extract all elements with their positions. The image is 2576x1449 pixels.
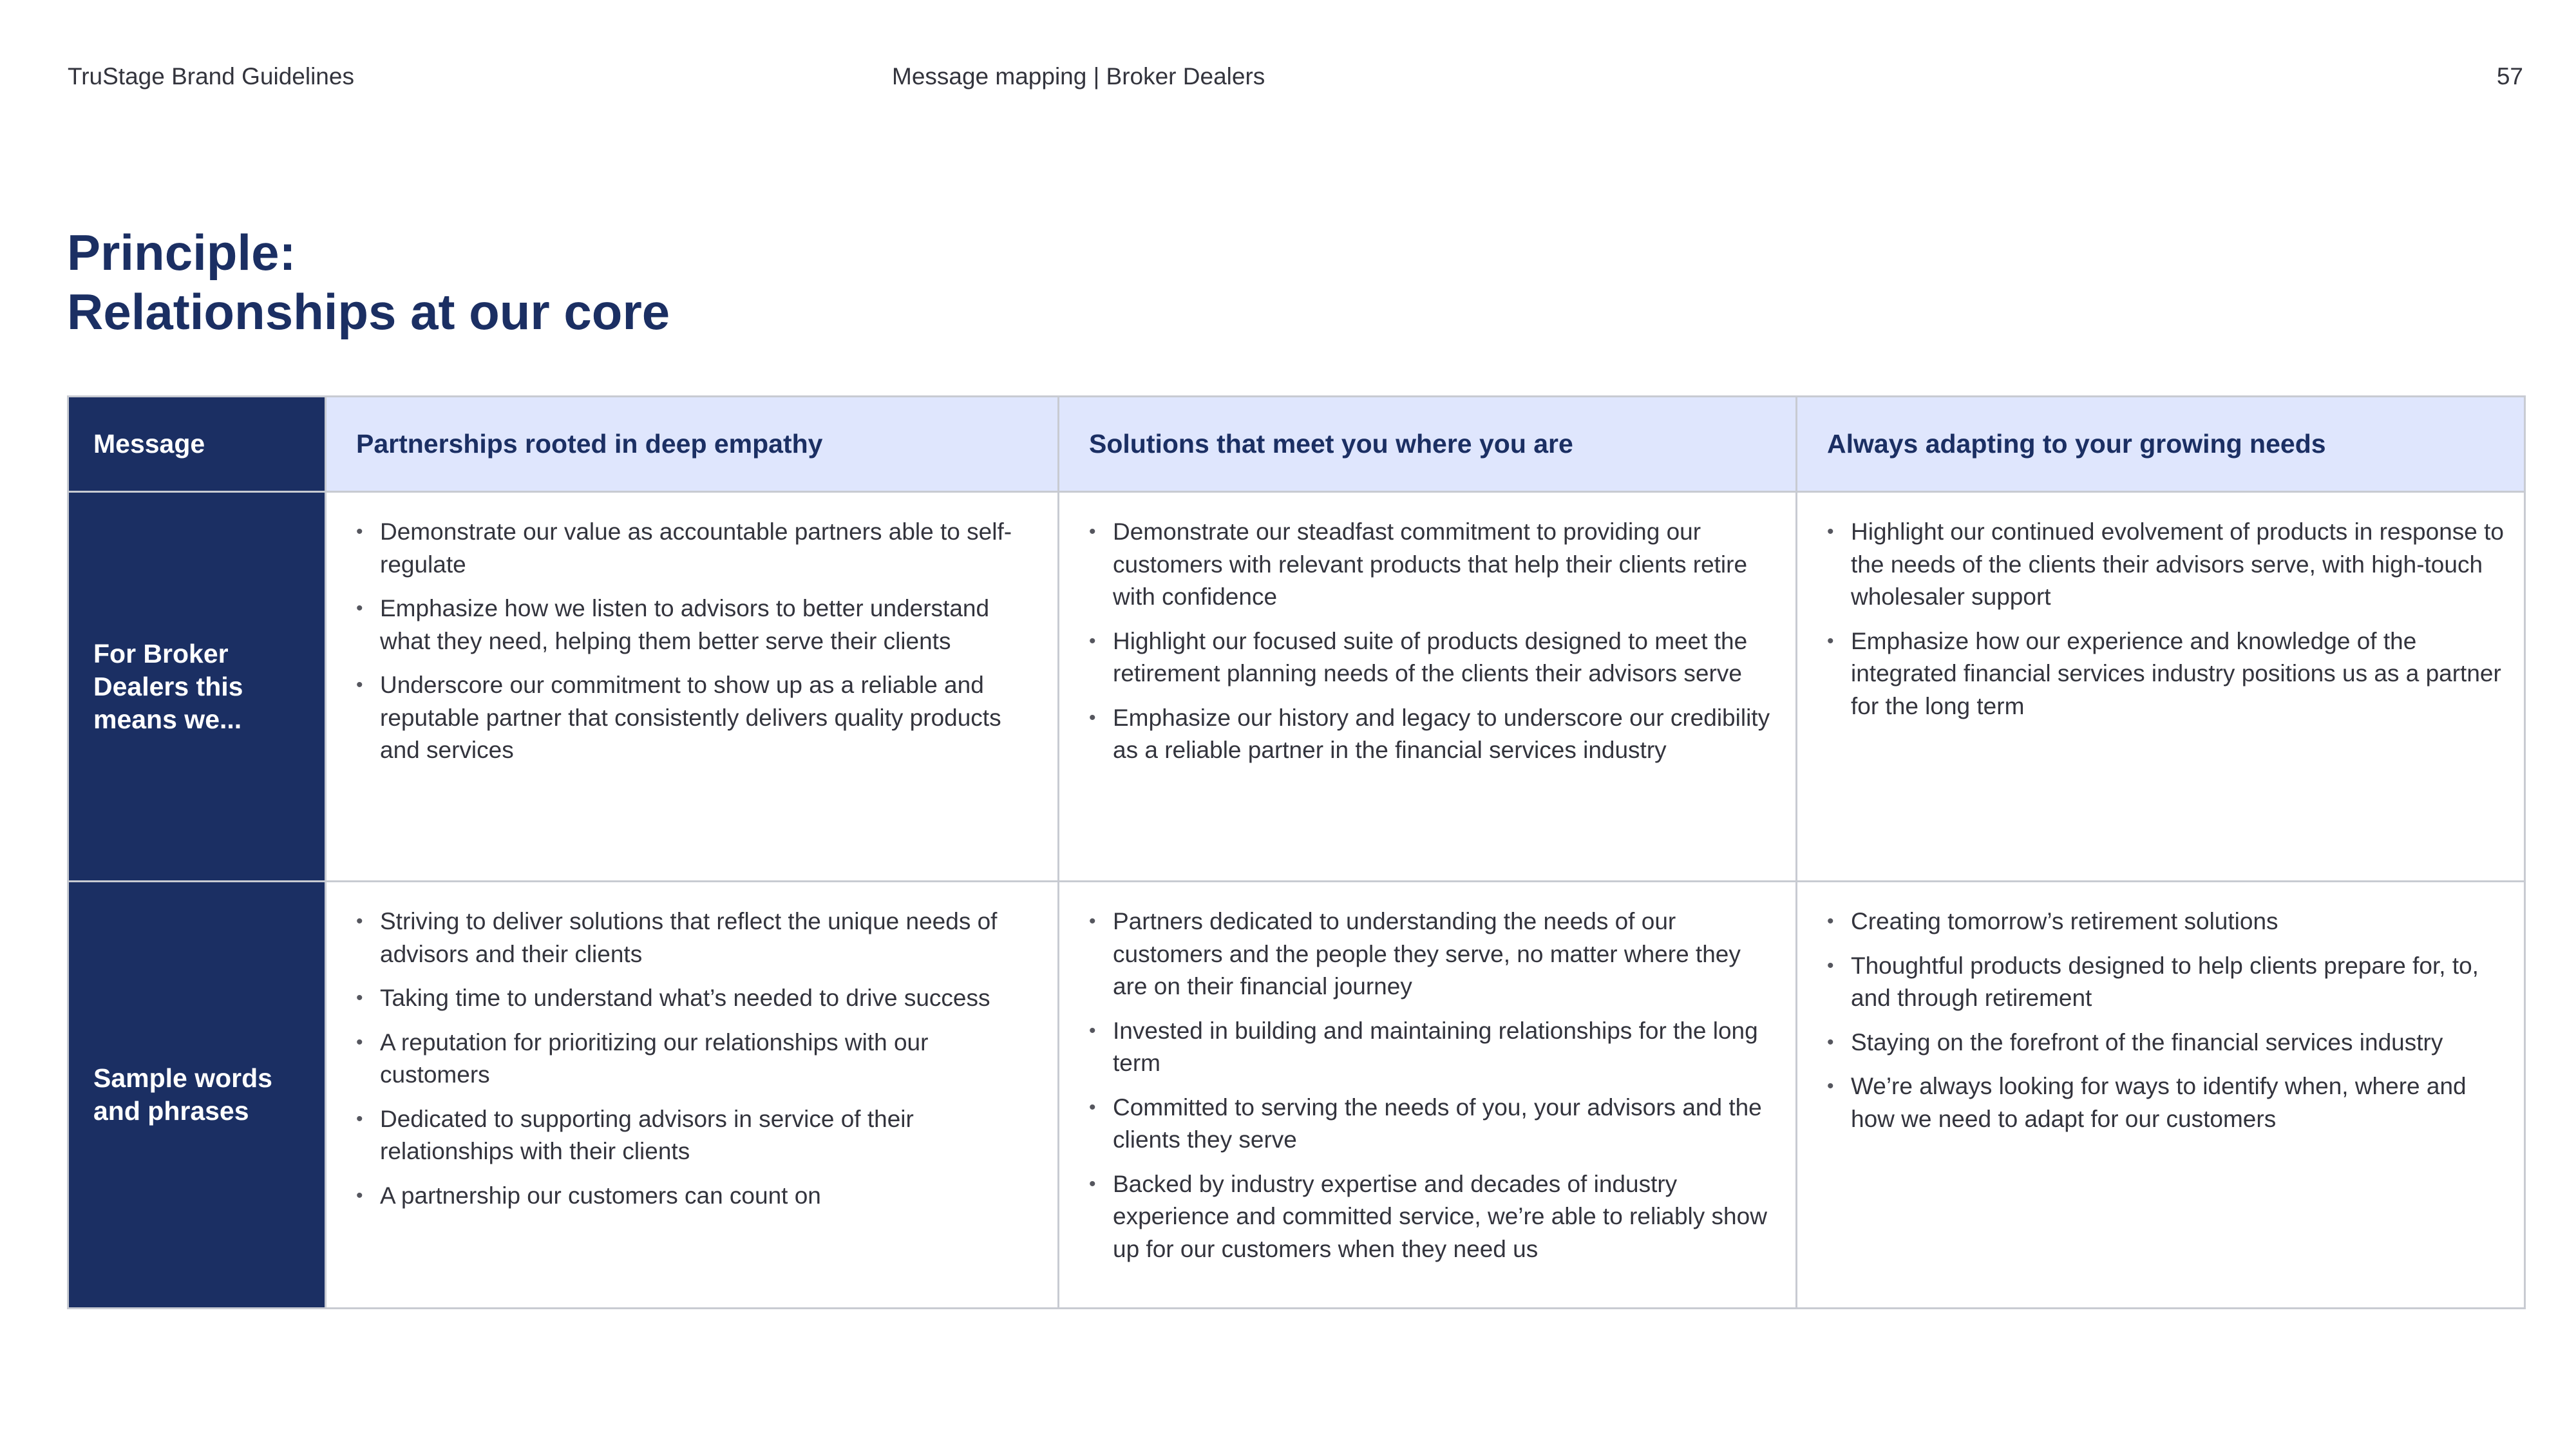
row-label-sample-words: Sample words and phrases: [68, 882, 326, 1309]
table-cell: [1797, 882, 2525, 1309]
list-item: • Taking time to understand what’s needed to drive success: [356, 982, 1041, 1015]
list-item: • Backed by industry expertise and decades of industry experience and committed service, we’re able to reliably show up for our customers when they need us: [1089, 1168, 1779, 1266]
bullet-list: [1797, 882, 2524, 1135]
list-item: • Committed to serving the needs of you, your advisors and the clients they serve: [1089, 1092, 1779, 1157]
list-item: • Underscore our commitment to show up as a reliable and reputable partner that consistently delivers quality products and services: [356, 669, 1041, 767]
table-cell: [326, 492, 1059, 882]
list-item: • Demonstrate our steadfast commitment to providing our customers with relevant products that help their clients retire with confidence: [1089, 516, 1779, 614]
list-item: • Demonstrate our value as accountable partners able to self-regulate: [356, 516, 1041, 581]
list-item: • Partners dedicated to understanding the needs of our customers and the people they serve, no matter where they are on their financial journey: [1089, 905, 1779, 1003]
table-header-row: [68, 397, 2525, 492]
bullet-list: [1797, 493, 2524, 723]
page-title: [67, 223, 670, 341]
title-line-1: Principle:: [67, 224, 296, 281]
column-header-solutions: Solutions that meet you where you are: [1059, 397, 1797, 492]
list-item: • Highlight our focused suite of products designed to meet the retirement planning needs of the clients their advisors serve: [1089, 625, 1779, 690]
list-item: • A reputation for prioritizing our relationships with our customers: [356, 1027, 1041, 1092]
list-item: • Staying on the forefront of the financial services industry: [1827, 1027, 2507, 1059]
bullet-list: [327, 882, 1057, 1212]
list-item: • Emphasize our history and legacy to underscore our credibility as a reliable partner in the financial services industry: [1089, 702, 1779, 767]
document-title: TruStage Brand Guidelines: [68, 63, 354, 90]
bullet-list: [327, 493, 1057, 767]
title-line-2: Relationships at our core: [67, 283, 670, 340]
table-row: [68, 492, 2525, 882]
list-item: • Thoughtful products designed to help clients prepare for, to, and through retirement: [1827, 950, 2507, 1015]
bullet-list: [1059, 493, 1795, 767]
message-map-table: [67, 395, 2526, 1309]
bullet-list: [1059, 882, 1795, 1265]
table-cell: [1059, 492, 1797, 882]
list-item: • Creating tomorrow’s retirement solutions: [1827, 905, 2507, 938]
page-number: 57: [2496, 63, 2523, 90]
column-header-message: Message: [68, 397, 326, 492]
column-header-adapting: Always adapting to your growing needs: [1797, 397, 2525, 492]
list-item: • Dedicated to supporting advisors in service of their relationships with their clients: [356, 1103, 1041, 1168]
table-cell: [1059, 882, 1797, 1309]
list-item: • Highlight our continued evolvement of products in response to the needs of the clients their advisors serve, with high-touch wholesaler support: [1827, 516, 2507, 614]
section-title: Message mapping | Broker Dealers: [892, 63, 1265, 90]
list-item: • Emphasize how we listen to advisors to better understand what they need, helping them better serve their clients: [356, 592, 1041, 658]
table-row: [68, 882, 2525, 1309]
list-item: • Striving to deliver solutions that reflect the unique needs of advisors and their clients: [356, 905, 1041, 971]
row-label-broker-dealers: For Broker Dealers this means we...: [68, 492, 326, 882]
list-item: • We’re always looking for ways to identify when, where and how we need to adapt for our customers: [1827, 1070, 2507, 1135]
table-cell: [1797, 492, 2525, 882]
list-item: • Emphasize how our experience and knowledge of the integrated financial services industry positions us as a partner for the long term: [1827, 625, 2507, 723]
list-item: • Invested in building and maintaining relationships for the long term: [1089, 1015, 1779, 1080]
list-item: • A partnership our customers can count on: [356, 1180, 1041, 1213]
table-cell: [326, 882, 1059, 1309]
column-header-partnerships: Partnerships rooted in deep empathy: [326, 397, 1059, 492]
